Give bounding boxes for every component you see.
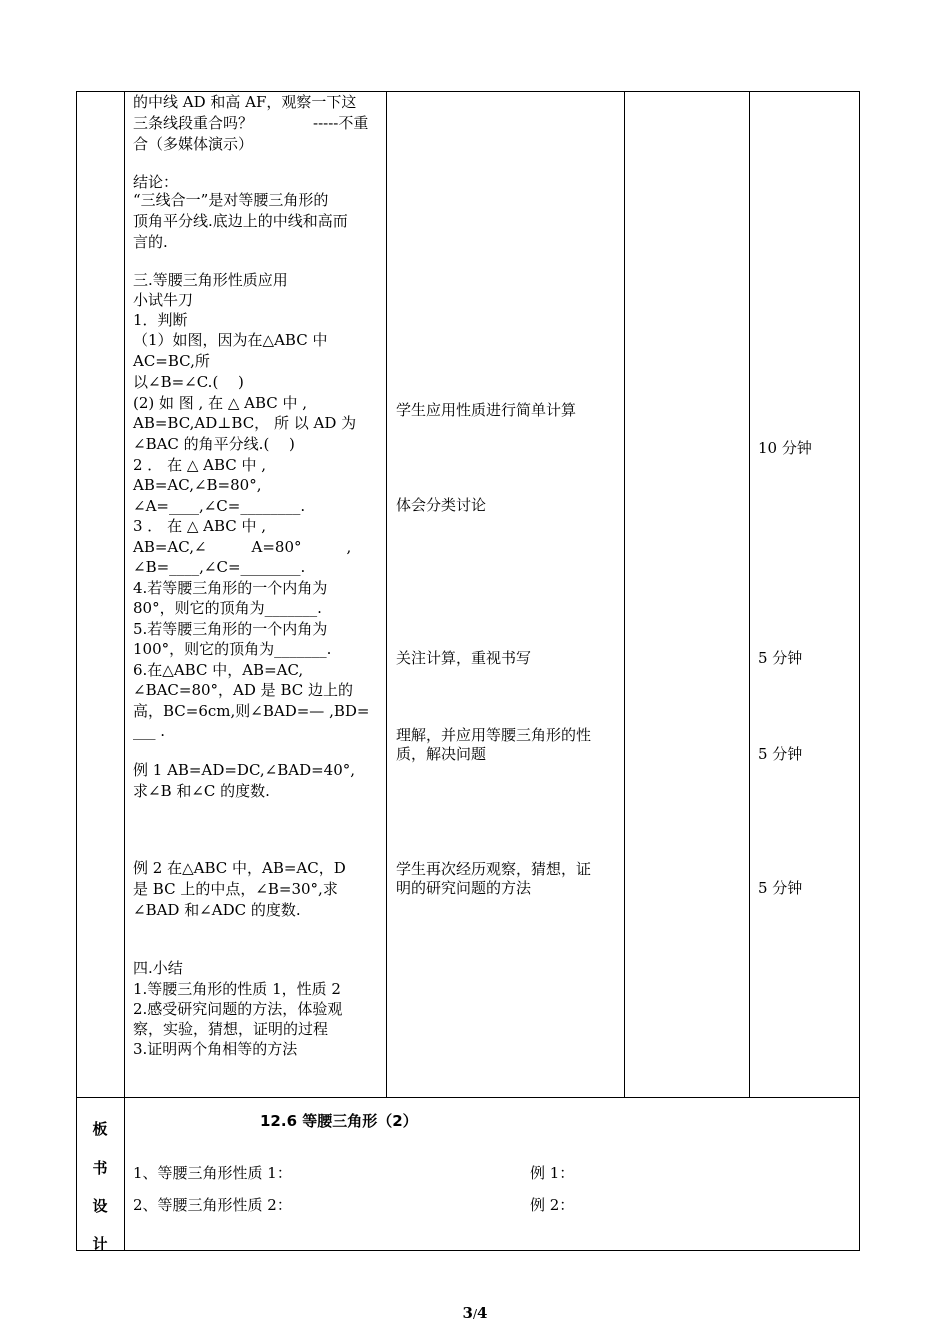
page-total: 4 <box>477 1304 488 1322</box>
summary-line: 2.感受研究问题的方法，体验观 <box>133 1000 343 1018</box>
example-1-line: 求∠B 和∠C 的度数. <box>133 782 270 800</box>
content-line: 三.等腰三角形性质应用 <box>133 271 288 289</box>
content-line: （1）如图，因为在△ABC 中 <box>133 331 328 349</box>
content-line: 小试牛刀 <box>133 291 194 309</box>
table-border-left <box>76 91 77 1251</box>
summary-heading: 四.小结 <box>133 959 183 977</box>
content-line: (2) 如 图 , 在 △ ABC 中 , <box>133 394 308 412</box>
content-line: 2 ． 在 △ ABC 中 , <box>133 456 267 474</box>
board-example: 例 2： <box>530 1196 575 1214</box>
content-line: 合（多媒体演示） <box>133 135 254 153</box>
content-line: 言的. <box>133 233 168 251</box>
content-line: ∠BAC=80°，AD 是 BC 边上的 <box>133 681 353 699</box>
activity-line: 质，解决问题 <box>396 745 487 763</box>
page-current: 3 <box>462 1304 473 1322</box>
table-col-divider-3 <box>624 91 625 1098</box>
page-number <box>0 1304 950 1322</box>
activity-line: 理解，并应用等腰三角形的性 <box>396 726 592 744</box>
table-border-bottom <box>76 1250 860 1251</box>
board-label-char: 设 <box>92 1197 108 1215</box>
board-item: 2、等腰三角形性质 2： <box>133 1196 292 1214</box>
content-line: 1．判断 <box>133 311 188 329</box>
summary-line: 1.等腰三角形的性质 1，性质 2 <box>133 980 341 998</box>
activity-line: 体会分类讨论 <box>396 496 487 514</box>
table-col-divider-1 <box>124 91 125 1251</box>
page-separator: / <box>472 1307 478 1321</box>
board-title: 12.6 等腰三角形（2） <box>260 1112 418 1130</box>
content-line: ∠BAC 的角平分线.( ) <box>133 435 295 453</box>
content-line: ∠B=____,∠C=________. <box>133 558 306 576</box>
activity-line: 明的研究问题的方法 <box>396 879 532 897</box>
content-line: 的中线 AD 和高 AF，观察一下这 <box>133 93 357 111</box>
content-line: 结论： <box>133 173 179 191</box>
content-line: AC=BC,所 <box>133 352 210 370</box>
time-label: 5 分钟 <box>758 745 803 763</box>
time-label: 10 分钟 <box>758 439 812 457</box>
content-line: 3 ． 在 △ ABC 中 , <box>133 517 267 535</box>
content-line: 三条线段重合吗？ <box>133 114 254 132</box>
table-col-divider-2 <box>386 91 387 1098</box>
content-line: 6.在△ABC 中，AB=AC, <box>133 661 304 679</box>
summary-line: 3.证明两个角相等的方法 <box>133 1040 298 1058</box>
content-line: 高，BC=6cm,则∠BAD=— ,BD= <box>133 702 370 720</box>
board-label-char: 板 <box>92 1120 108 1138</box>
board-item: 1、等腰三角形性质 1： <box>133 1164 292 1182</box>
content-line: AB=BC,AD⊥BC， 所 以 AD 为 <box>133 414 357 432</box>
example-2-line: 例 2 在△ABC 中，AB=AC，D <box>133 859 346 877</box>
content-line: ∠A=____,∠C=________. <box>133 497 306 515</box>
table-row-divider <box>76 1097 860 1098</box>
content-line: 80°，则它的顶角为_______. <box>133 599 322 617</box>
time-label: 5 分钟 <box>758 649 803 667</box>
time-label: 5 分钟 <box>758 879 803 897</box>
content-line: 4.若等腰三角形的一个内角为 <box>133 579 328 597</box>
table-col-divider-4 <box>749 91 750 1098</box>
activity-line: 关注计算，重视书写 <box>396 649 532 667</box>
board-example: 例 1： <box>530 1164 575 1182</box>
content-line: -----不重 <box>313 114 369 132</box>
example-1-line: 例 1 AB=AD=DC,∠BAD=40°, <box>133 761 356 779</box>
example-2-line: 是 BC 上的中点，∠B=30°,求 <box>133 880 338 898</box>
table-border-right <box>859 91 860 1251</box>
content-line: 顶角平分线.底边上的中线和高而 <box>133 212 348 230</box>
content-line: AB=AC,∠ A=80° , <box>133 538 352 556</box>
activity-line: 学生再次经历观察，猜想，证 <box>396 860 592 878</box>
board-label-char: 书 <box>92 1159 108 1177</box>
board-label-char: 计 <box>92 1235 108 1253</box>
summary-line: 察，实验，猜想，证明的过程 <box>133 1020 329 1038</box>
content-line: 5.若等腰三角形的一个内角为 <box>133 620 328 638</box>
content-line: 以∠B=∠C.( ) <box>133 373 244 391</box>
activity-line: 学生应用性质进行简单计算 <box>396 401 577 419</box>
example-2-line: ∠BAD 和∠ADC 的度数. <box>133 901 301 919</box>
content-line: ___ . <box>133 722 166 740</box>
content-line: AB=AC,∠B=80°, <box>133 476 262 494</box>
content-line: 100°，则它的顶角为_______. <box>133 640 332 658</box>
content-line: “三线合一”是对等腰三角形的 <box>133 191 329 209</box>
